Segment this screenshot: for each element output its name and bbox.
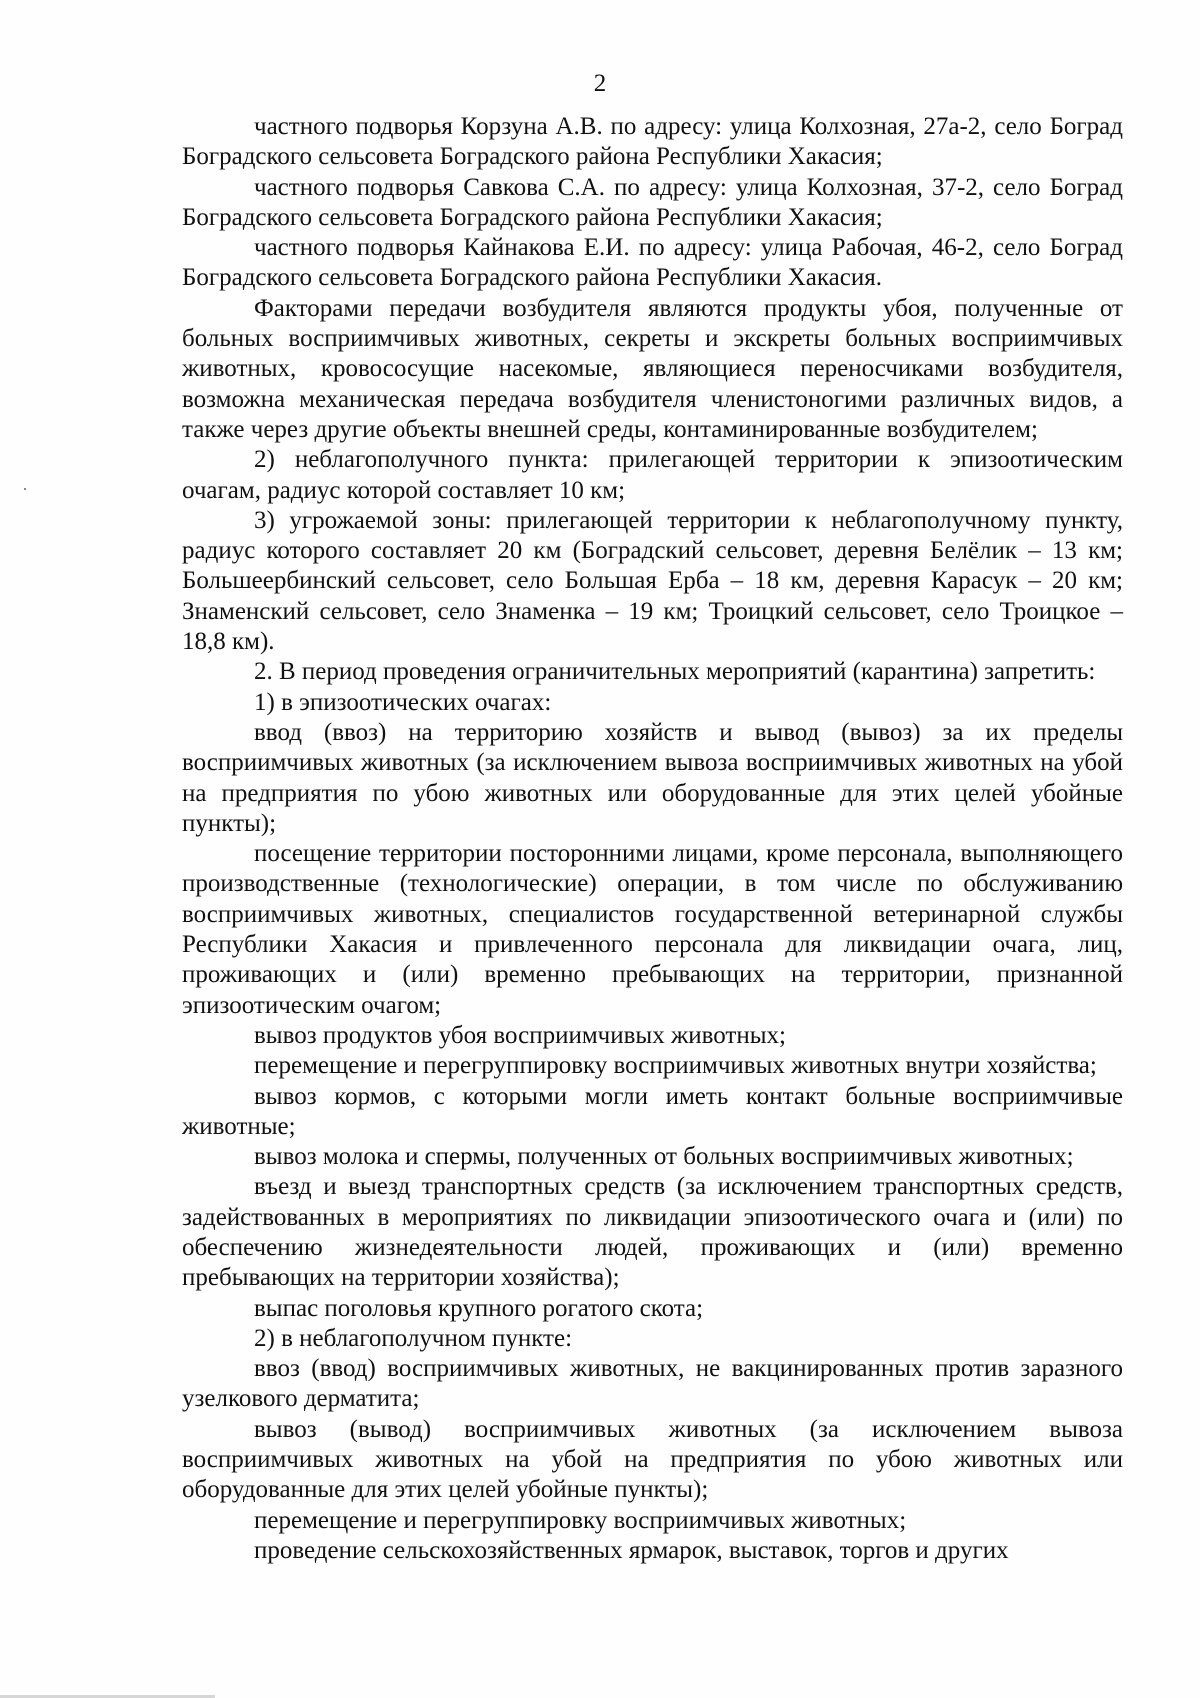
list-item: посещение территории посторонними лицами, кроме персонала, выполняющего производственные (технологические) операции, в том числе по обслуживанию восприимчивых животных, специалистов государственной ветеринарной службы Республики Хакасия и привлеченного персонала для ликвидации очага, лиц, проживающих и (или) временно пребывающих на территории, признанной эпизоотическим очагом; <box>182 840 1123 1019</box>
paragraph-podvorie-korzun: частного подворья Корзуна А.В. по адресу: улица Колхозная, 27а-2, село Боград Боградского сельсовета Боградского района Республики Хакасия; <box>182 113 1123 171</box>
list-item: въезд и выезд транспортных средств (за исключением транспортных средств, задействованных в мероприятиях по ликвидации эпизоотического очага и (или) по обеспечению жизнедеятельности людей, проживающих и (или) временно пребывающих на территории хозяйства); <box>182 1173 1123 1292</box>
paragraph-threatened-zone: 3) угрожаемой зоны: прилегающей территории к неблагополучному пункту, радиус которого составляет 20 км (Боградский сельсовет, деревня Белёлик – 13 км; Большеербинский сельсовет, село Большая Ерба – 18 км, деревня Карасук – 20 км; Знаменский сельсовет, село Знаменка – 19 км; Троицкий сельсовет, село Троицкое – 18,8 км). <box>182 506 1123 656</box>
paragraph-podvorie-kainakov: частного подворья Кайнакова Е.И. по адресу: улица Рабочая, 46-2, село Боград Боградского сельсовета Боградского района Республики Хакасия. <box>182 234 1123 292</box>
scan-artifact <box>24 488 26 490</box>
document-body <box>182 112 1123 1566</box>
paragraph-in-foci: 1) в эпизоотических очагах: <box>254 688 552 716</box>
list-item: ввод (ввоз) на территорию хозяйств и вывод (вывоз) за их пределы восприимчивых животных (за исключением вывоза восприимчивых животных на убой на предприятия по убою животных или оборудованные для этих целей убойные пункты); <box>182 718 1123 837</box>
list-item: вывоз продуктов убоя восприимчивых животных; <box>254 1021 786 1049</box>
list-item: перемещение и перегруппировку восприимчивых животных внутри хозяйства; <box>254 1052 1097 1080</box>
page-number: 2 <box>593 70 607 97</box>
list-item: выпас поголовья крупного рогатого скота; <box>254 1294 704 1322</box>
paragraph-in-unfavorable-point: 2) в неблагополучном пункте: <box>254 1324 573 1352</box>
paragraph-transmission-factors: Факторами передачи возбудителя являются продукты убоя, полученные от больных восприимчивых животных, секреты и экскреты больных восприимчивых животных, кровососущие насекомые, являющиеся переносчиками возбудителя, возможна механическая передача возбудителя членистоногими различных видов, а также через другие объекты внешней среды, контаминированные возбудителем; <box>182 294 1123 443</box>
list-item: ввоз (ввод) восприимчивых животных, не вакцинированных против заразного узелкового дерматита; <box>182 1355 1123 1413</box>
list-item: проведение сельскохозяйственных ярмарок, выставок, торгов и других <box>254 1536 1009 1564</box>
paragraph-unfavorable-point: 2) неблагополучного пункта: прилегающей территории к эпизоотическим очагам, радиус которой составляет 10 км; <box>182 446 1123 504</box>
paragraph-prohibit-heading: 2. В период проведения ограничительных мероприятий (карантина) запретить: <box>254 658 1096 686</box>
list-item: перемещение и перегруппировку восприимчивых животных; <box>254 1506 907 1534</box>
paragraph-podvorie-savkov: частного подворья Савкова С.А. по адресу: улица Колхозная, 37-2, село Боград Боградского сельсовета Боградского района Республики Хакасия; <box>182 173 1123 231</box>
list-item: вывоз (вывод) восприимчивых животных (за исключением вывоза восприимчивых животных на убой на предприятия по убою животных или оборудованные для этих целей убойные пункты); <box>182 1415 1123 1504</box>
list-item: вывоз кормов, с которыми могли иметь контакт больные восприимчивые животные; <box>182 1082 1123 1140</box>
list-item: вывоз молока и спермы, полученных от больных восприимчивых животных; <box>254 1143 1074 1171</box>
